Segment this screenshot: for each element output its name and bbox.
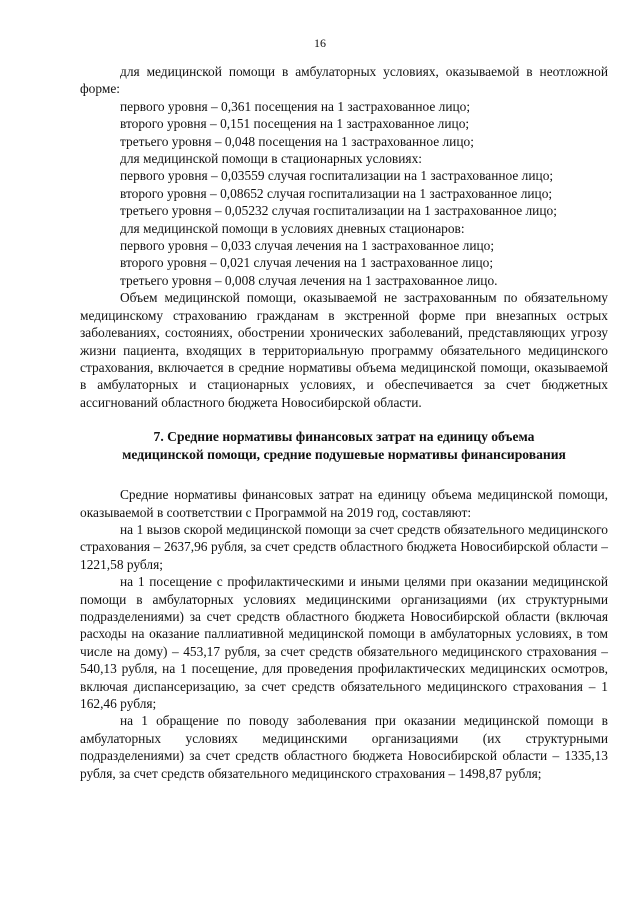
list-item: второго уровня – 0,021 случая лечения на 1 застрахованное лицо; <box>120 255 494 271</box>
inpatient-intro: для медицинской помощи в стационарных условиях: <box>120 151 422 167</box>
section-paragraph: на 1 обращение по поводу заболевания при оказании медицинской помощи в амбулаторных условиях медицинскими организациями (их структурными подразделениями) за счет средств областного бюджета Новосибирской области – 1335,13 рубля, за счет средств обязательного медицинского страхования – 1498,87 рубля; <box>80 713 608 781</box>
section-heading-line: 7. Средние нормативы финансовых затрат на единицу объема <box>153 429 535 445</box>
uninsured-paragraph: Объем медицинской помощи, оказываемой не застрахованным по обязательному медицинскому страхованию гражданам в экстренной форме при внезапных острых заболеваниях, состояниях, обострении хронических заболеваний, представляющих угрозу жизни пациента, входящих в территориальную программу обязательного медицинского страхования, включается в средние нормативы объема медицинской помощи, оказываемой в амбулаторных и стационарных условиях, и обеспечивается за счет бюджетных ассигнований областного бюджета Новосибирской области. <box>80 290 608 410</box>
section-heading-line: медицинской помощи, средние подушевые нормативы финансирования <box>122 447 566 463</box>
list-item: первого уровня – 0,033 случая лечения на 1 застрахованное лицо; <box>120 238 495 254</box>
section-7-heading <box>80 428 608 464</box>
list-item: третьего уровня – 0,008 случая лечения на 1 застрахованное лицо. <box>120 272 498 288</box>
section-paragraph: на 1 вызов скорой медицинской помощи за счет средств обязательного медицинского страхования – 2637,96 рубля, за счет средств областного бюджета Новосибирской области – 1221,58 рубля; <box>80 521 608 572</box>
list-item: второго уровня – 0,151 посещения на 1 застрахованное лицо; <box>120 116 470 132</box>
section-paragraph: Средние нормативы финансовых затрат на единицу объема медицинской помощи, оказываемой в соответствии с Программой на 2019 год, составляют: <box>80 487 608 520</box>
list-item: первого уровня – 0,03559 случая госпитализации на 1 застрахованное лицо; <box>120 168 554 184</box>
section-paragraph: на 1 посещение с профилактическими и иными целями при оказании медицинской помощи в амбулаторных условиях медицинскими организациями (их структурными подразделениями) за счет средств областного бюджета Новосибирской области (включая расходы на оказание паллиативной медицинской помощи в амбулаторных условиях, в том числе на дому) – 453,17 рубля, за счет средств обязательного медицинского страхования – 540,13 рубля, на 1 посещение, для проведения профилактических медицинских осмотров, включая диспансеризацию, за счет средств обязательного медицинского страхования – 1 162,46 рубля; <box>80 574 608 711</box>
page-number: 16 <box>314 36 326 50</box>
day-hospital-intro: для медицинской помощи в условиях дневных стационаров: <box>120 220 465 236</box>
list-item: первого уровня – 0,361 посещения на 1 застрахованное лицо; <box>120 98 471 114</box>
ambulatory-emergency-intro: для медицинской помощи в амбулаторных условиях, оказываемой в неотложной форме: <box>80 64 608 97</box>
list-item: третьего уровня – 0,048 посещения на 1 застрахованное лицо; <box>120 133 474 149</box>
page-content <box>80 63 608 782</box>
list-item: третьего уровня – 0,05232 случая госпитализации на 1 застрахованное лицо; <box>120 203 557 219</box>
list-item: второго уровня – 0,08652 случая госпитализации на 1 застрахованное лицо; <box>120 185 553 201</box>
